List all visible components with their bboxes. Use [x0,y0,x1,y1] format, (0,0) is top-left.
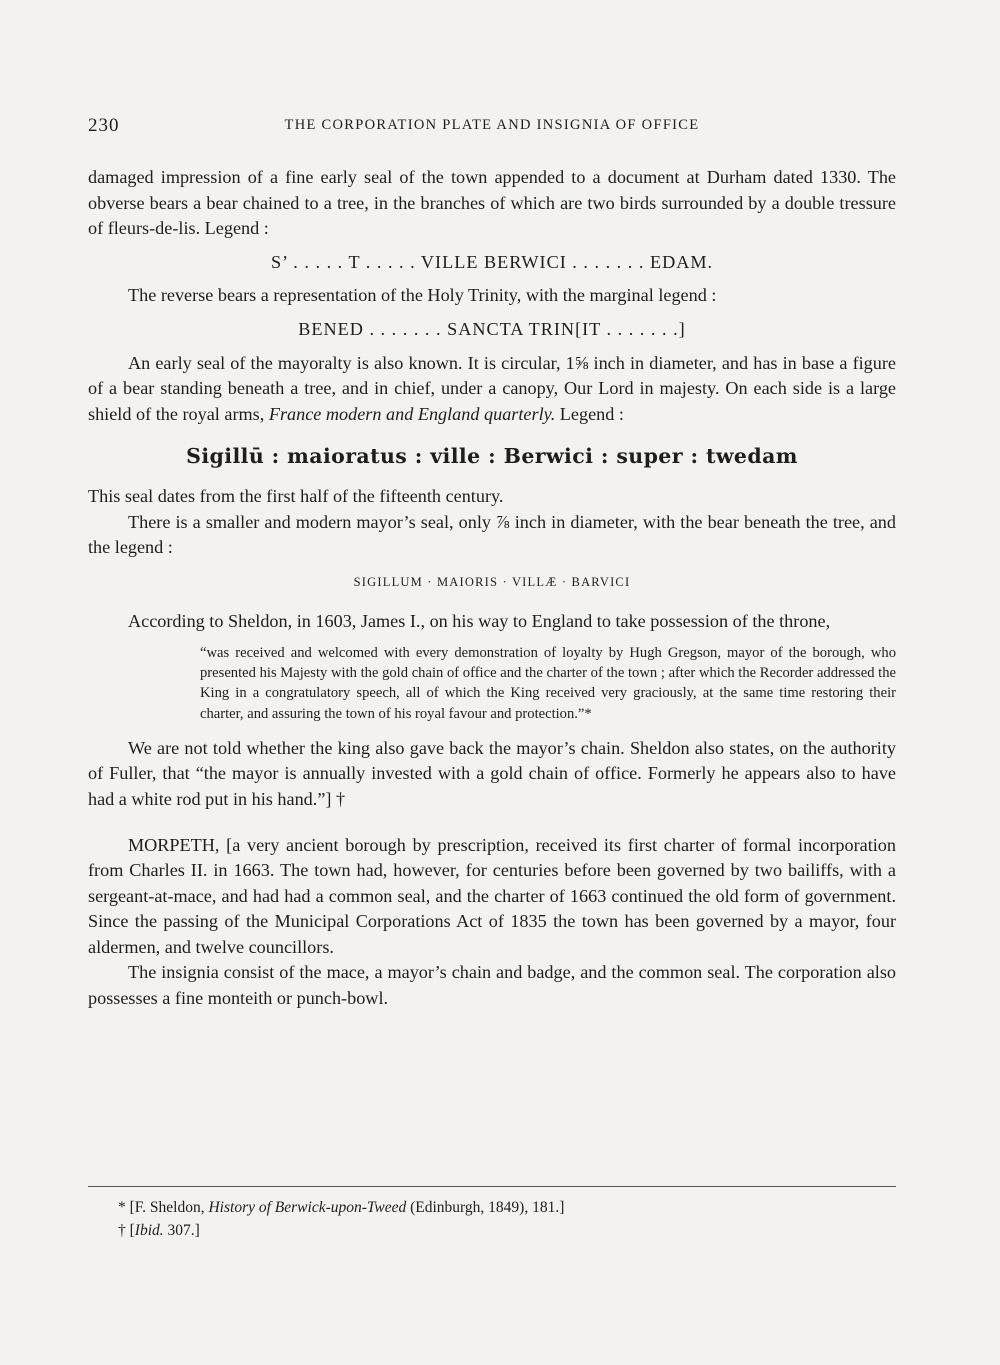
paragraph-mayor-chain: We are not told whether the king also gave back the mayor’s chain. Sheldon also states, on the authority of Fuller, that “the mayor is annually invested with a gold chain of office. Formerly he appears also to have had a white rod put in his hand.”] † [88,737,896,809]
text-span: An early seal of the mayoralty is also known. It is circular, 1⅝ inch in diameter, and has in base a figure of a bear standing beneath a tree, and in chief, under a canopy, Our Lord in majesty. On each side is a large shield of the royal arms, [88,352,896,424]
page-number: 230 [88,115,120,136]
text-span: * [F. Sheldon, [118,1199,209,1216]
gothic-legend: Sigillū : maioratus : ville : Berwici : super : twedam [186,444,798,469]
italic-span: History of Berwick-upon-Tweed [208,1199,407,1216]
paragraph-sheldon: According to Sheldon, in 1603, James I., on his way to England to take possession of the throne, [128,611,831,632]
italic-span: France modern and England quarterly. [268,403,556,424]
seal-legend-obverse: S’ . . . . . T . . . . . VILLE BERWICI . . . . . . . EDAM. [270,251,714,272]
running-title: THE CORPORATION PLATE AND INSIGNIA OF OFFICE [284,117,700,133]
seal-legend-reverse: BENED . . . . . . . SANCTA TRIN[IT . . . . . . .] [298,318,686,339]
main-text [88,165,896,1012]
text-span: (Edinburgh, 1849), 181.] [406,1199,565,1216]
footnote-1 [118,1196,564,1219]
block-quote: “was received and welcomed with every demonstration of loyalty by Hugh Gregson, mayor of the borough, who presented his Majesty with the gold chain of office and the charter of the town ; after which the Recorder addressed the King in a congratulatory speech, all of which the King received very graciously, at the same time restoring their charter, and assuring the town of his royal favour and protection.”* [200,644,896,722]
paragraph-reverse: The reverse bears a representation of the Holy Trinity, with the marginal legend : [128,285,717,306]
text-span: 307.] [163,1222,200,1239]
paragraph-morpeth: MORPETH, [a very ancient borough by prescription, received its first charter of formal incorporation from Charles II. in 1663. The town had, however, for centuries before been governed by two bailiffs, with a sergeant-at-mace, and had had a common seal, and the charter of 1663 continued the old form of government. Since the passing of the Municipal Corporations Act of 1835 the town has been governed by a mayor, four aldermen, and twelve councillors. [88,834,896,957]
text-span: Legend : [555,403,624,424]
section-gap [88,813,896,833]
text-span: † [ [118,1222,135,1239]
paragraph-insignia: The insignia consist of the mace, a mayor’s chain and badge, and the common seal. The corporation also possesses a fine monteith or punch-bowl. [88,962,896,1009]
footnote-2 [118,1219,564,1242]
footnote-rule [88,1186,896,1187]
paragraph-mayoralty-seal [88,351,896,428]
modern-seal-legend: SIGILLUM · MAIORIS · VILLÆ · BARVICI [353,574,631,589]
footnotes [118,1196,564,1242]
paragraph-seal-impression: damaged impression of a fine early seal of the town appended to a document at Durham dated 1330. The obverse bears a bear chained to a tree, in the branches of which are two birds surrounded by a double tressure of fleurs-de-lis. Legend : [88,167,896,239]
page-header [88,115,896,139]
paragraph-seal-date: This seal dates from the first half of the fifteenth century. [88,485,504,506]
paragraph-modern-seal: There is a smaller and modern mayor’s seal, only ⅞ inch in diameter, with the bear beneath the tree, and the legend : [88,511,896,558]
italic-span: Ibid. [134,1222,164,1239]
